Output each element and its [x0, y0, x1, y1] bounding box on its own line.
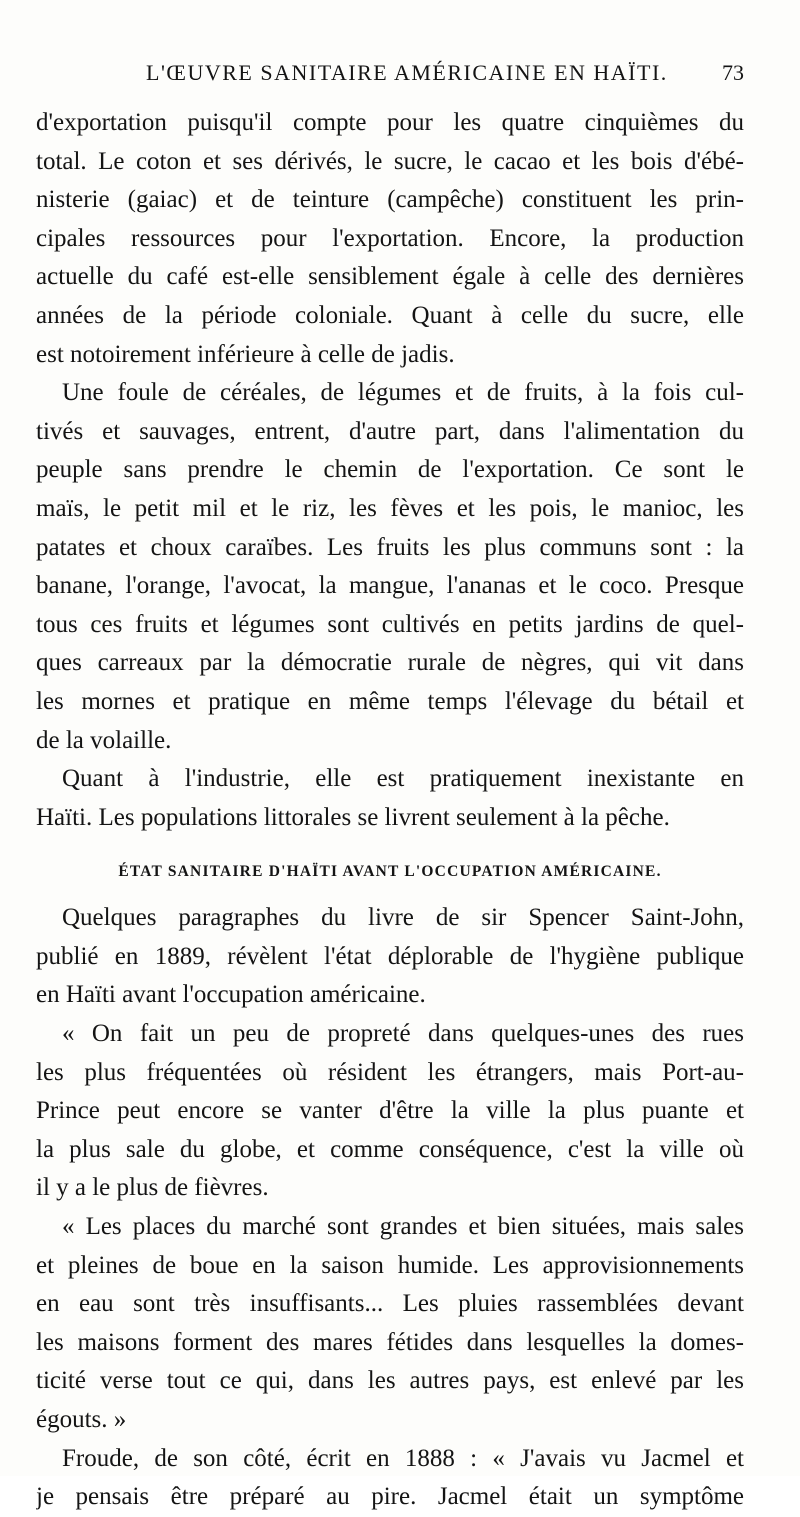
text-line: publié en 1889, révèlent l'état déplorable de l'hygiène publique	[36, 942, 744, 970]
paragraph	[36, 1440, 744, 1517]
text-line: les plus fréquentées où résident les étrangers, mais Port-au-	[36, 1058, 744, 1086]
text-line: tous ces fruits et légumes sont cultivés en petits jardins de quel-	[36, 610, 744, 638]
text-line: ques carreaux par la démocratie rurale de nègres, qui vit dans	[36, 649, 744, 677]
paragraph	[36, 104, 744, 374]
text-line: la plus sale du globe, et comme conséquence, c'est la ville où	[36, 1135, 744, 1163]
text-line: actuelle du café est-elle sensiblement égale à celle des dernières	[36, 263, 744, 291]
text-line: total. Le coton et ses dérivés, le sucre, le cacao et les bois d'ébé-	[36, 147, 744, 175]
paragraph	[36, 374, 744, 760]
text-line: est notoirement inférieure à celle de jadis.	[36, 340, 455, 368]
text-line: et pleines de boue en la saison humide. Les approvisionnements	[36, 1251, 744, 1279]
text-line: les mornes et pratique en même temps l'élevage du bétail et	[36, 687, 744, 715]
text-line: Haïti. Les populations littorales se livrent seulement à la pêche.	[36, 803, 670, 831]
paragraph	[36, 899, 744, 1015]
text-line: en Haïti avant l'occupation américaine.	[36, 981, 426, 1009]
text-line: égouts. »	[36, 1406, 127, 1433]
text-line: maïs, le petit mil et le riz, les fèves et les pois, le manioc, les	[36, 494, 744, 522]
text-line: je pensais être préparé au pire. Jacmel était un symptôme	[36, 1483, 744, 1511]
text-line: ticité verse tout ce qui, dans les autres pays, est enlevé par les	[36, 1367, 744, 1395]
text-line: les maisons forment des mares fétides dans lesquelles la domes-	[36, 1328, 744, 1356]
text-line: banane, l'orange, l'avocat, la mangue, l'ananas et le coco. Presque	[36, 572, 744, 600]
running-head	[36, 60, 744, 92]
text-line: Froude, de son côté, écrit en 1888 : « J'avais vu Jacmel et	[62, 1444, 744, 1472]
text-line: Quelques paragraphes du livre de sir Spencer Saint-John,	[62, 904, 744, 932]
spacer	[36, 837, 744, 845]
quotation-paragraph	[36, 1015, 744, 1208]
text-line: cipales ressources pour l'exportation. Encore, la production	[36, 224, 744, 252]
body-text	[36, 104, 744, 1517]
text-line: « Les places du marché sont grandes et bien situées, mais sales	[62, 1213, 744, 1241]
text-line: Quant à l'industrie, elle est pratiquement inexistante en	[62, 765, 744, 793]
text-line: tivés et sauvages, entrent, d'autre part, dans l'alimentation du	[36, 417, 744, 445]
text-line: il y a le plus de fièvres.	[36, 1174, 269, 1202]
text-line: nisterie (gaiac) et de teinture (campêche) constituent les prin-	[36, 186, 744, 214]
page-number: 73	[722, 60, 744, 85]
quotation-paragraph	[36, 1208, 744, 1440]
text-line: d'exportation puisqu'il compte pour les quatre cinquièmes du	[36, 109, 744, 136]
text-line: en eau sont très insuffisants... Les pluies rassemblées devant	[36, 1290, 744, 1318]
text-line: patates et choux caraïbes. Les fruits les plus communs sont : la	[36, 533, 744, 561]
text-line: de la volaille.	[36, 726, 172, 754]
running-title: L'ŒUVRE SANITAIRE AMÉRICAINE EN HAÏTI.	[146, 60, 668, 85]
paragraph	[36, 760, 744, 837]
text-line: Une foule de céréales, de légumes et de fruits, à la fois cul-	[62, 379, 744, 407]
text-line: « On fait un peu de propreté dans quelques-unes des rues	[62, 1020, 744, 1048]
text-line: Prince peut encore se vanter d'être la ville la plus puante et	[36, 1097, 744, 1125]
text-line: peuple sans prendre le chemin de l'exportation. Ce sont le	[36, 456, 744, 484]
text-line: années de la période coloniale. Quant à celle du sucre, elle	[36, 301, 744, 329]
section-heading: ÉTAT SANITAIRE D'HAÏTI AVANT L'OCCUPATION AMÉRICAINE.	[118, 863, 662, 881]
